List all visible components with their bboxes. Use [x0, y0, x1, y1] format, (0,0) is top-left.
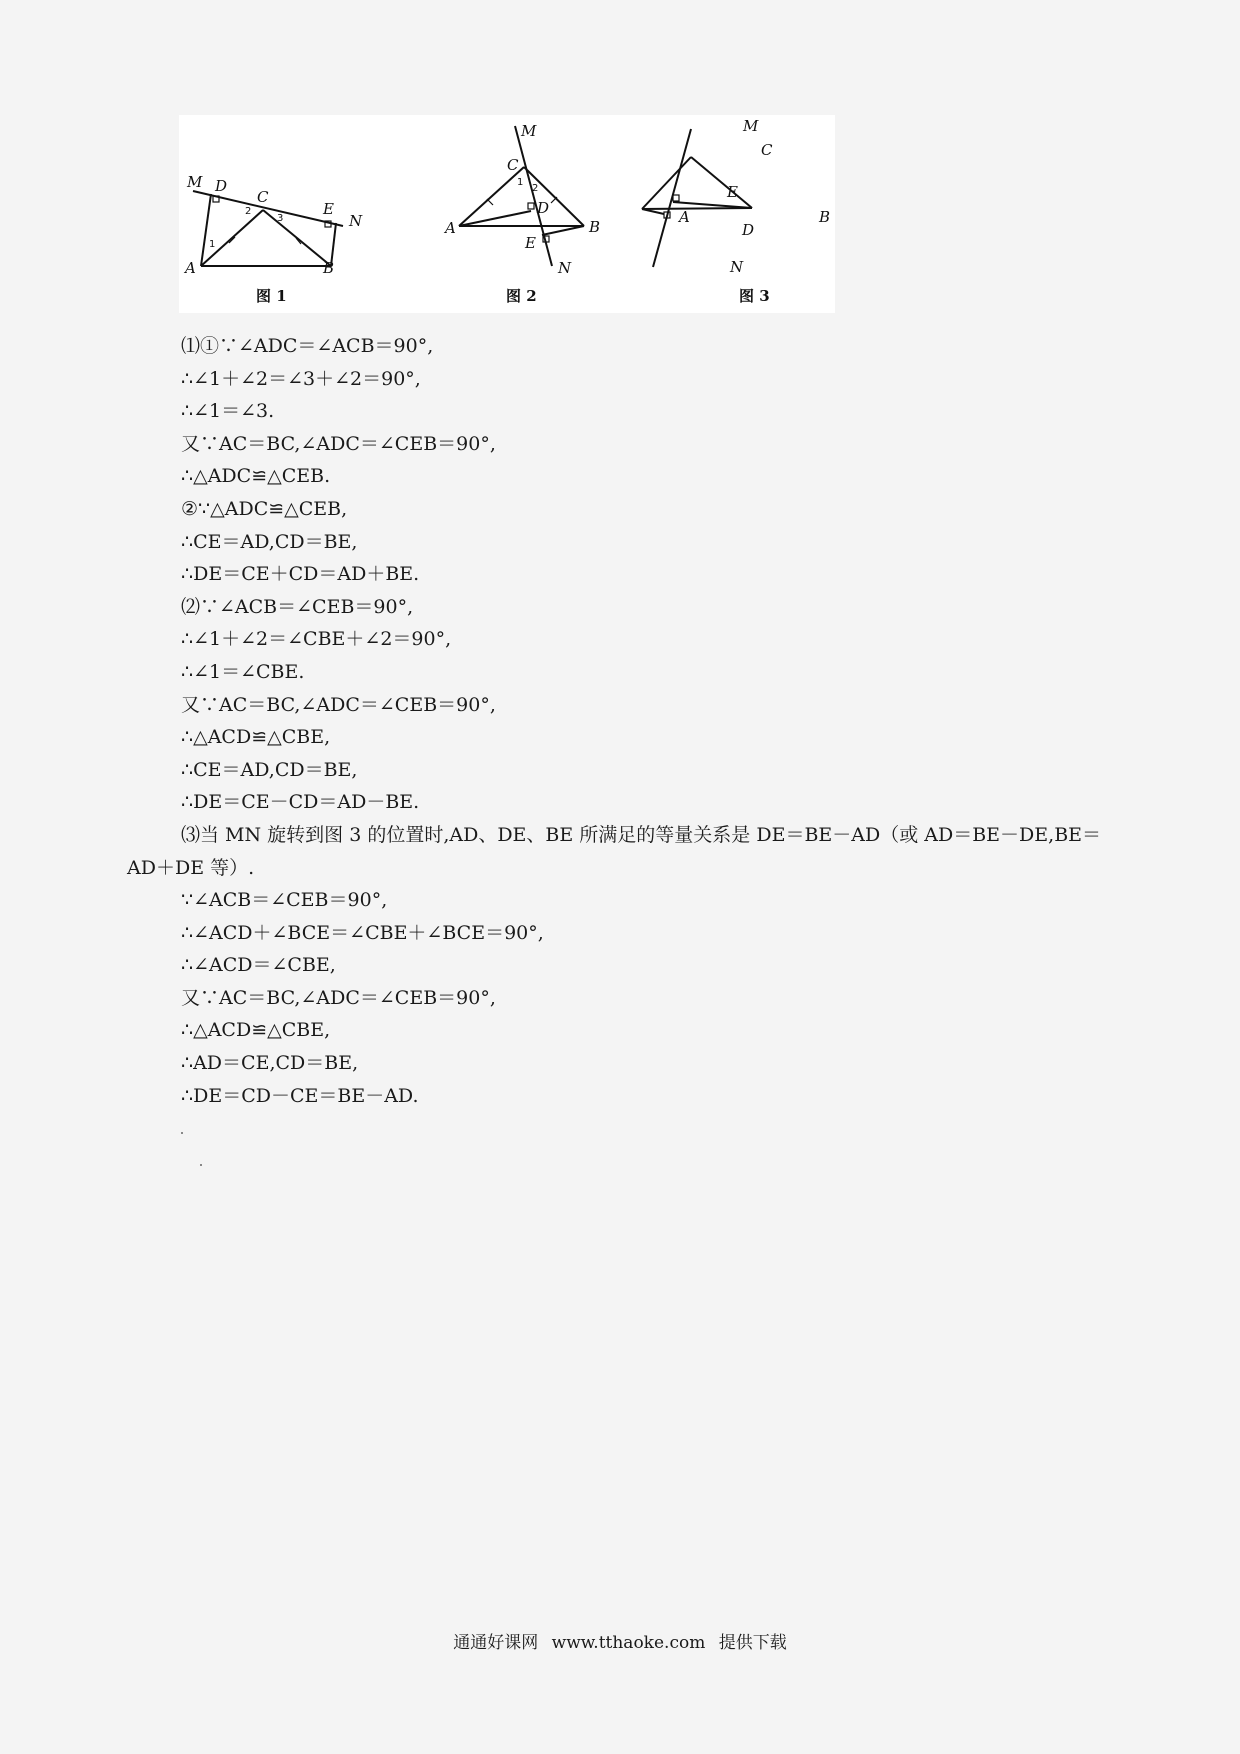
- point-m-2: M: [521, 122, 537, 140]
- solution-line: ∵∠ACB＝∠CEB＝90°,: [181, 889, 388, 912]
- angle-2-fig2: 2: [532, 183, 539, 194]
- figure-3-labels: [677, 117, 830, 305]
- figure-2-caption: 图 2: [506, 287, 537, 305]
- segment-ad-2: [459, 211, 531, 226]
- geometry-figures: [179, 115, 835, 313]
- page-footer: [0, 1628, 1240, 1653]
- segment-ac-2: [459, 167, 524, 226]
- solution-line: ∴∠1＋∠2＝∠CBE＋∠2＝90°,: [181, 628, 452, 651]
- figure-1-caption: 图 1: [256, 287, 287, 305]
- segment-ad-1: [201, 194, 211, 266]
- solution-line: ∴AD＝CE,CD＝BE,: [181, 1052, 359, 1075]
- solution-line: 又∵AC＝BC,∠ADC＝∠CEB＝90°,: [181, 693, 496, 716]
- part3-statement: ⑶当 MN 旋转到图 3 的位置时,AD、DE、BE 所满足的等量关系是 DE＝BE－AD（或 AD＝BE－DE,BE＝AD＋DE 等）.: [127, 823, 1102, 879]
- angle-1-fig1: 1: [209, 239, 216, 250]
- solution-line: ②∵△ADC≌△CEB,: [181, 497, 348, 520]
- point-c-3: C: [761, 141, 773, 159]
- segment-cb-3: [691, 157, 752, 208]
- solution-line: ∴DE＝CE＋CD＝AD＋BE.: [181, 563, 420, 586]
- solution-line: ∴∠ACD＝∠CBE,: [181, 954, 336, 977]
- right-angle-e-3: [673, 195, 679, 201]
- line-mn-3: [653, 129, 691, 267]
- solution-line: ∴∠ACD＋∠BCE＝∠CBE＋∠BCE＝90°,: [181, 921, 544, 944]
- point-c-1: C: [257, 188, 269, 206]
- point-d-1: D: [215, 177, 228, 195]
- figure-1-labels: [183, 173, 363, 305]
- footer-site-name: 通通好课网: [453, 1633, 539, 1653]
- point-d-3: D: [742, 221, 755, 239]
- solution-line: ∴△ACD≌△CBE,: [181, 1019, 331, 1042]
- solution-line: ∴△ADC≌△CEB.: [181, 465, 331, 488]
- point-n-1: N: [349, 212, 363, 230]
- solution-line: 又∵AC＝BC,∠ADC＝∠CEB＝90°,: [181, 986, 496, 1009]
- solution-line: 又∵AC＝BC,∠ADC＝∠CEB＝90°,: [181, 432, 496, 455]
- solution-line: ⑵∵∠ACB＝∠CEB＝90°,: [181, 595, 414, 618]
- angle-2-fig1: 2: [245, 206, 252, 217]
- point-a-2: A: [445, 219, 456, 237]
- point-a-3: A: [679, 208, 690, 226]
- solution-line: ∴DE＝CE－CD＝AD－BE.: [181, 791, 420, 814]
- solution-line: ∴∠1＋∠2＝∠3＋∠2＝90°,: [181, 367, 421, 390]
- solution-line: ∴CE＝AD,CD＝BE,: [181, 758, 358, 781]
- scan-speck: [181, 1132, 183, 1134]
- segment-ac-3: [642, 157, 691, 209]
- point-b-3: B: [819, 208, 831, 226]
- solution-line: ∴△ACD≌△CBE,: [181, 726, 331, 749]
- point-m-3: M: [743, 117, 759, 135]
- segment-ac-1: [201, 210, 263, 266]
- scan-speck: [200, 1164, 202, 1166]
- solution-line: ⑴①∵∠ADC＝∠ACB＝90°,: [181, 335, 434, 357]
- point-b-2: B: [589, 218, 601, 236]
- right-angle-d-2: [528, 203, 534, 209]
- point-e-2: E: [525, 234, 536, 252]
- footer-suffix: 提供下载: [718, 1633, 787, 1653]
- figure-3-caption: 图 3: [739, 287, 770, 305]
- figure-2: [459, 126, 584, 266]
- point-m-1: M: [187, 173, 203, 191]
- solution-line: ∴CE＝AD,CD＝BE,: [181, 530, 358, 553]
- segment-be-2: [542, 226, 584, 235]
- solution-text: [127, 330, 1127, 1112]
- point-a-1: A: [185, 259, 196, 277]
- point-n-3: N: [730, 258, 744, 276]
- solution-line: ∴∠1＝∠3.: [181, 400, 275, 423]
- point-c-2: C: [507, 156, 519, 174]
- point-d-2: D: [537, 199, 550, 217]
- segment-cb-1: [263, 210, 331, 266]
- solution-line: ∴DE＝CD－CE＝BE－AD.: [181, 1084, 419, 1107]
- point-e-3: E: [727, 183, 738, 201]
- figure-strip: [179, 115, 835, 313]
- point-n-2: N: [558, 259, 572, 277]
- tick-ac-2: [487, 199, 493, 205]
- point-e-1: E: [323, 200, 334, 218]
- solution-line: ∴∠1＝∠CBE.: [181, 660, 305, 683]
- footer-url: www.tthaoke.com: [551, 1633, 706, 1653]
- segment-ab-3: [642, 208, 752, 209]
- angle-1-fig2: 1: [517, 177, 524, 188]
- angle-3-fig1: 3: [277, 213, 284, 224]
- point-b-1: B: [323, 259, 335, 277]
